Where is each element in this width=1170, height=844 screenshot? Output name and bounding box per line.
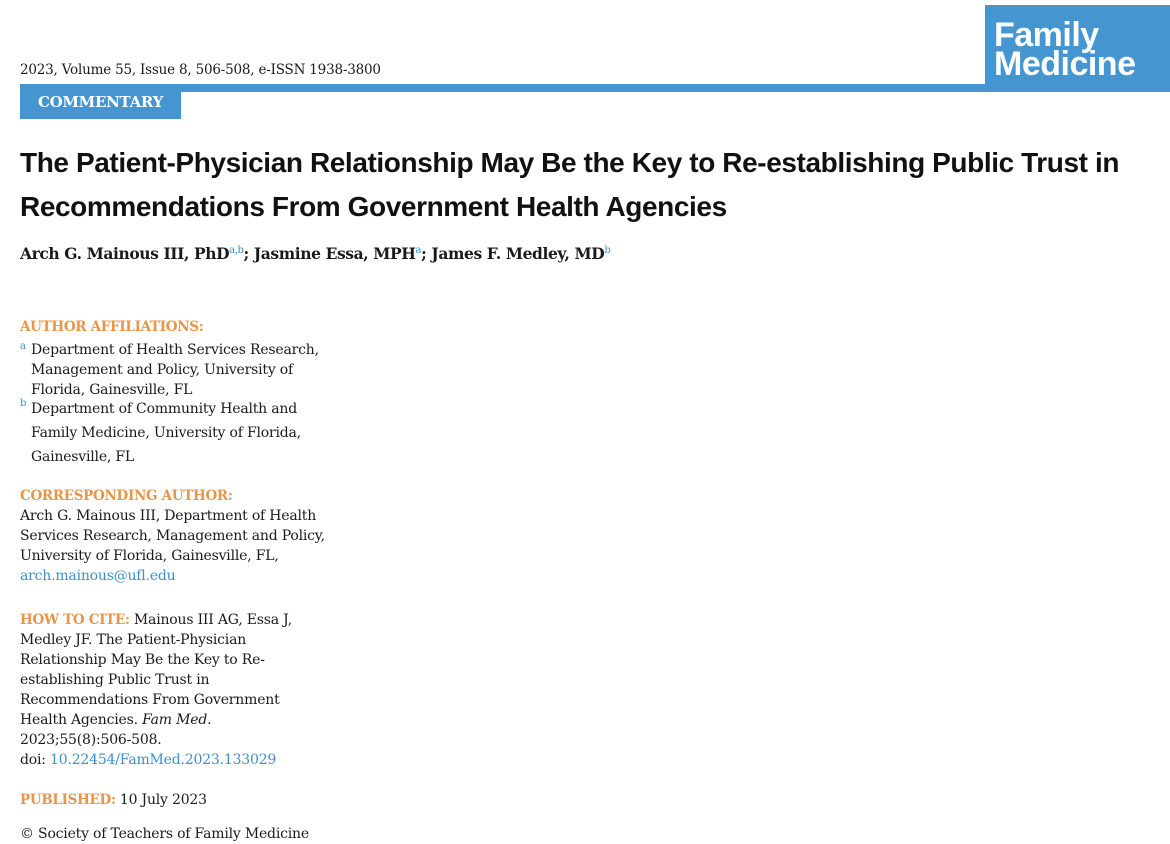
cite-ref: 2023;55(8):506-508.	[20, 732, 162, 748]
citation-line: 2023, Volume 55, Issue 8, 506-508, e-ISSN 1938-3800	[20, 62, 381, 78]
affiliations-label: AUTHOR AFFILIATIONS:	[20, 319, 204, 335]
affiliation-item: b Department of Community Health and Family Medicine, University of Florida, Gainesville, FL	[20, 398, 301, 465]
affiliation-mark[interactable]: a,b	[229, 244, 244, 256]
published-section	[20, 790, 340, 810]
cite-journal: Fam Med.	[142, 712, 212, 728]
cite-label: HOW TO CITE:	[20, 612, 130, 628]
corresponding-text: Arch G. Mainous III, Department of Health Services Research, Management and Policy, University of Florida, Gainesville, FL,	[20, 508, 325, 564]
journal-logo[interactable]	[985, 5, 1170, 85]
corresponding-label: CORRESPONDING AUTHOR:	[20, 488, 233, 504]
affiliation-text: Department of Community Health and Family Medicine, University of Florida, Gainesville, FL	[31, 401, 301, 465]
published-date: 10 July 2023	[115, 792, 207, 808]
affiliation-item: a Department of Health Services Research, Management and Policy, University of Florida, Gainesville, FL	[20, 341, 319, 398]
doi-link[interactable]: 10.22454/FamMed.2023.133029	[50, 752, 277, 768]
author-name: James F. Medley, MD	[431, 244, 605, 263]
author-name: Arch G. Mainous III, PhD	[20, 244, 230, 263]
affiliations-section	[20, 317, 340, 469]
separator: ;	[421, 244, 432, 263]
author-name: Jasmine Essa, MPH	[253, 244, 416, 263]
affiliation-mark[interactable]: b	[604, 244, 611, 256]
copyright: © Society of Teachers of Family Medicine	[20, 826, 309, 842]
published-label: PUBLISHED:	[20, 792, 116, 808]
cite-text: Mainous III AG, Essa J, Medley JF. The Patient-Physician Relationship May Be the Key to Re-establishing Public Trust in Recommendations From Government Health Agencies.	[20, 612, 292, 728]
corresponding-author-section	[20, 486, 340, 586]
header-rule	[20, 84, 1170, 92]
author-list	[20, 244, 610, 263]
logo-line-1: Family	[994, 16, 1099, 54]
logo-line-2: Medicine	[994, 45, 1136, 83]
separator: ;	[243, 244, 254, 263]
affiliation-mark[interactable]: a	[415, 244, 422, 256]
email-link[interactable]: arch.mainous@ufl.edu	[20, 568, 176, 584]
doi-label: doi:	[20, 752, 51, 768]
how-to-cite-section	[20, 610, 320, 770]
article-type-badge: COMMENTARY	[20, 84, 181, 119]
affiliation-text: Department of Health Services Research, Management and Policy, University of Florida, Gainesville, FL	[31, 342, 319, 398]
article-title: The Patient-Physician Relationship May Be the Key to Re-establishing Public Trust in Recommendations From Government Health Agencies	[20, 147, 1120, 222]
